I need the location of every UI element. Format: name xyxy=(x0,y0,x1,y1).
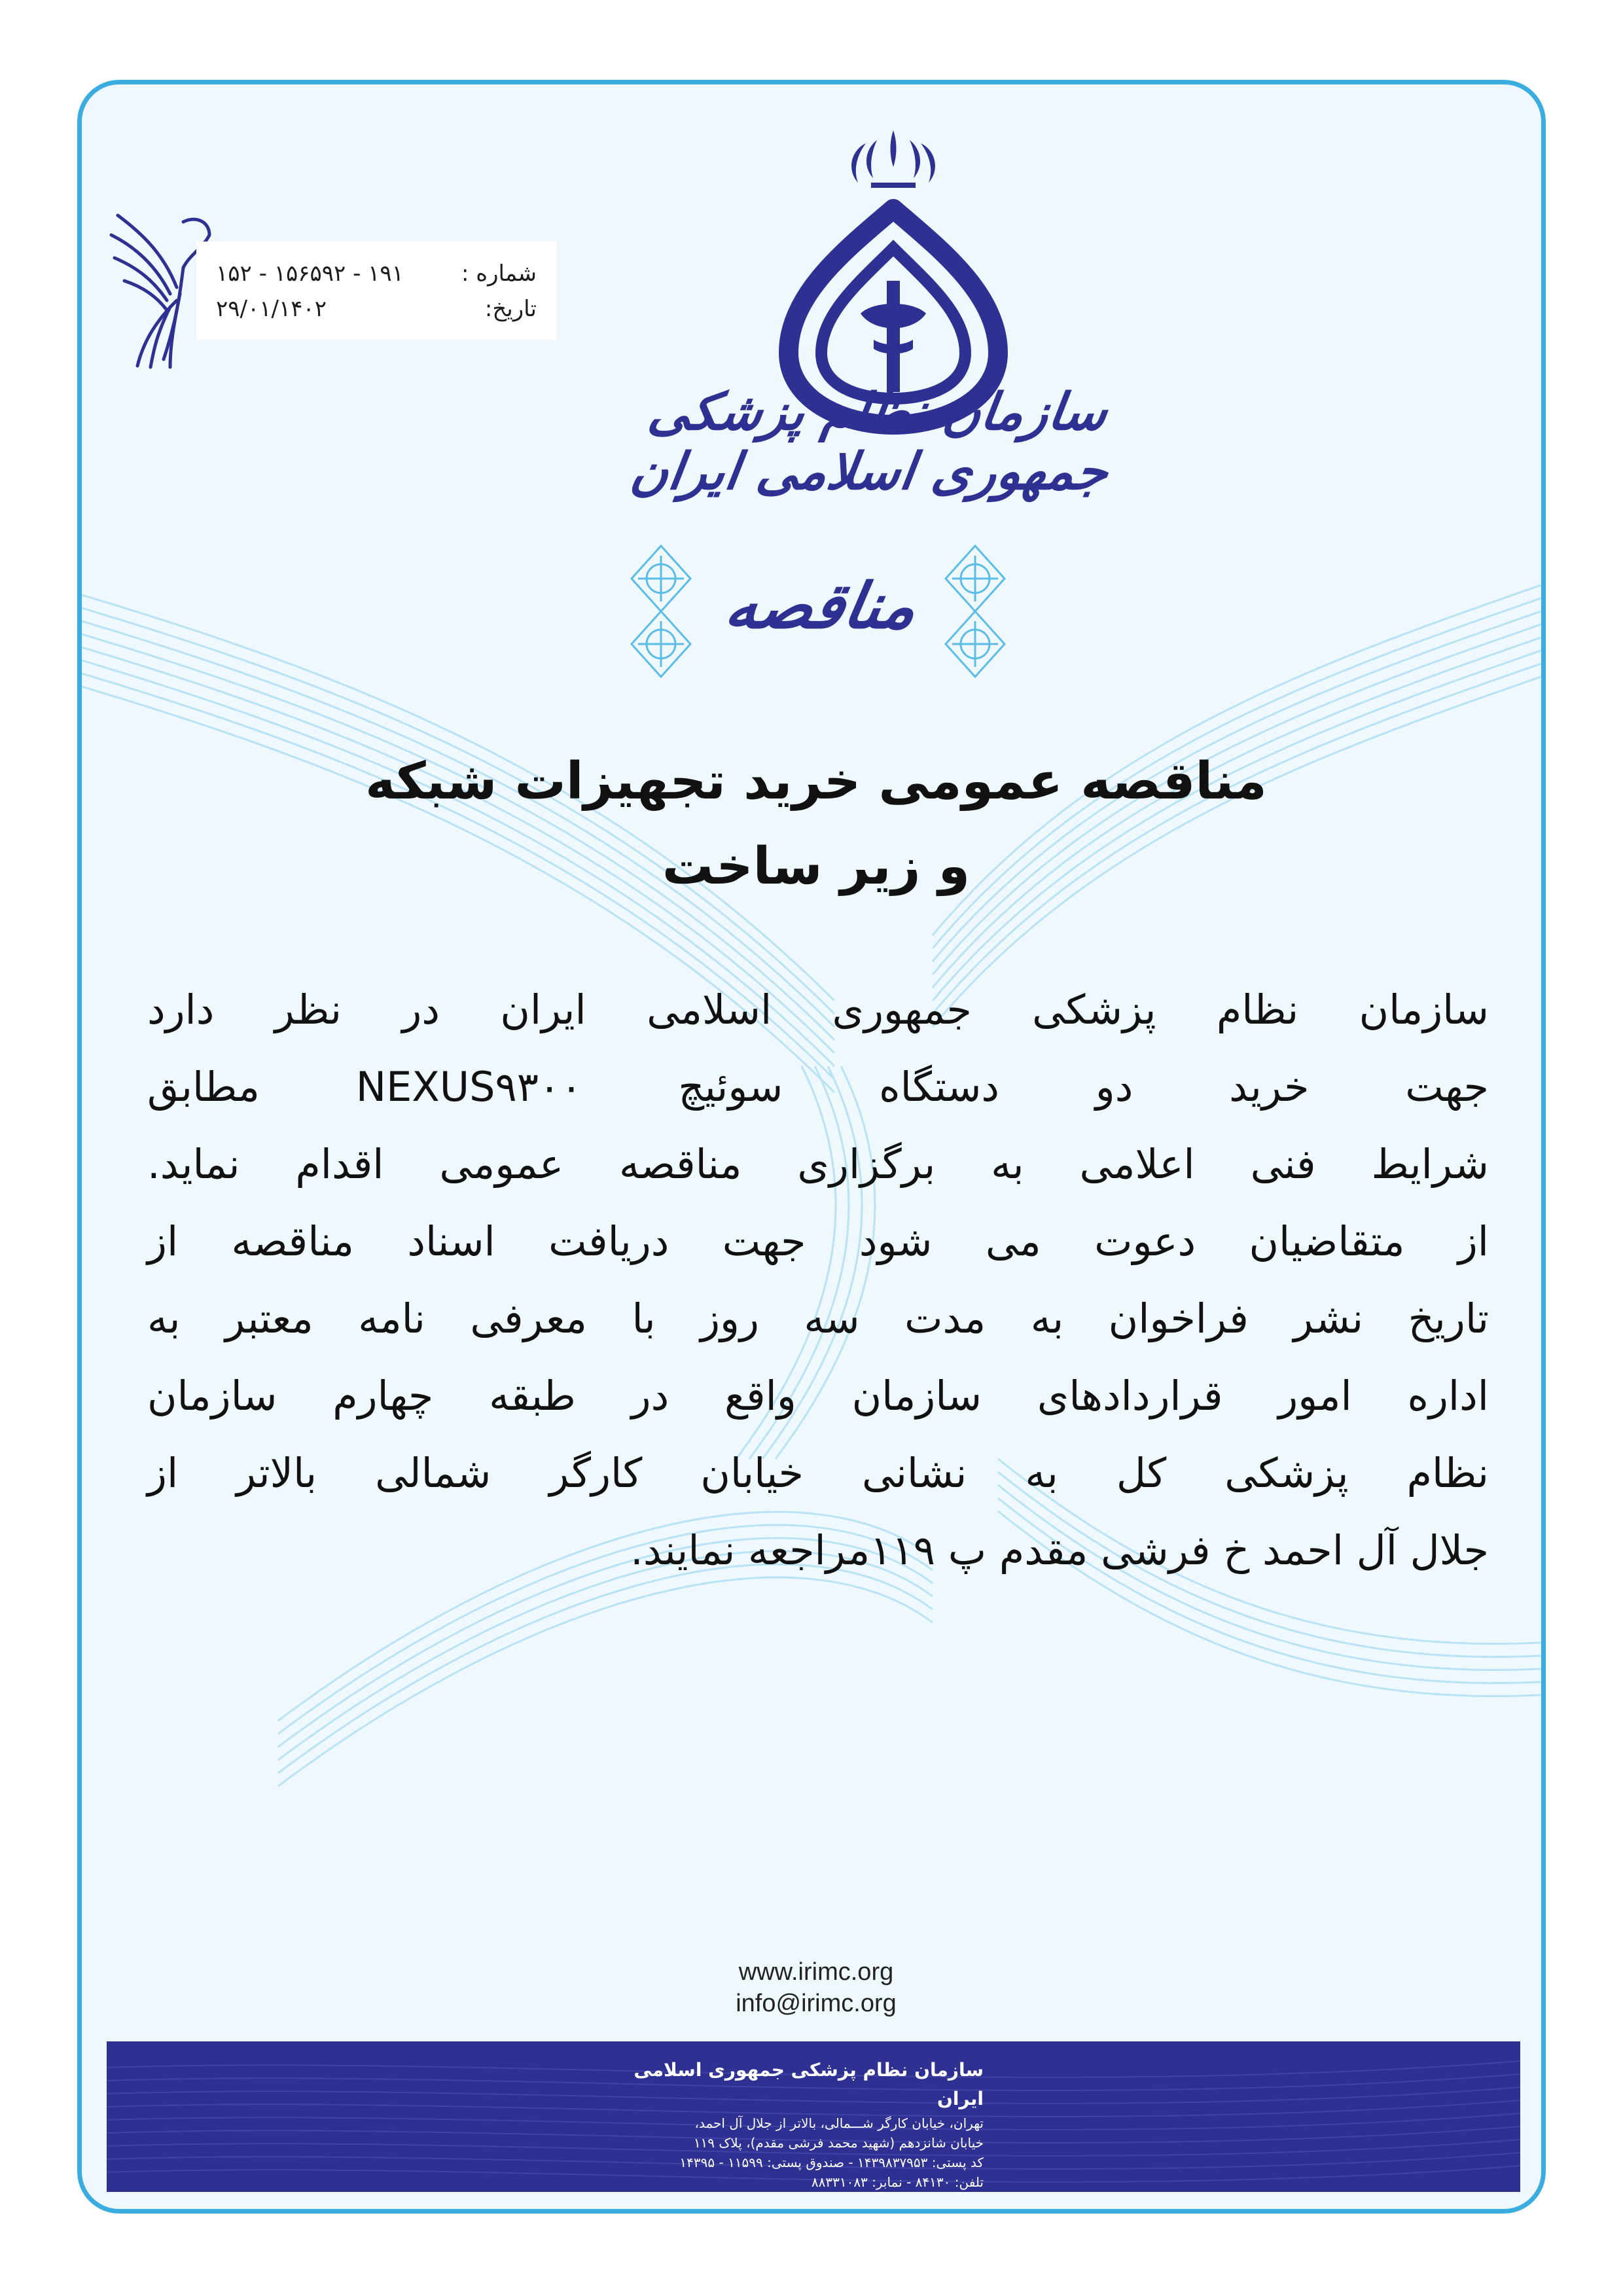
footer-address-block xyxy=(617,2056,984,2192)
body-line: جلال آل احمد خ فرشی مقدم پ ۱۱۹مراجعه نمایند. xyxy=(630,1526,1489,1574)
body-line: اداره امور قراردادهای سازمان واقع در طبقه چهارم سازمان xyxy=(147,1372,1489,1420)
reference-number-row xyxy=(216,256,537,291)
headline-line-1: مناقصه عمومی خرید تجهیزات شبکه xyxy=(365,752,1267,811)
number-label: شماره : xyxy=(461,260,537,287)
website-link[interactable]: www.irimc.org xyxy=(738,1958,894,1986)
body-text xyxy=(147,971,1489,1589)
body-line: تاریخ نشر فراخوان به مدت سه روز با معرفی نامه معتبر به xyxy=(147,1295,1489,1342)
ornament-left-icon xyxy=(625,543,697,680)
footer-phone: تلفن: ۸۴۱۳۰ - نمابر: ۸۸۳۳۱۰۸۳ xyxy=(811,2174,984,2190)
body-line: نظام پزشکی کل به نشانی خیابان کارگر شمالی بالاتر از xyxy=(147,1449,1489,1497)
footer-address-2: خیابان شانزدهم (شهید محمد فرشی مقدم)، پلاک ۱۱۹ xyxy=(693,2135,984,2151)
footer-postal: کد پستی: ۱۴۳۹۸۳۷۹۵۳ - صندوق پستی: ۱۱۵۹۹ - ۱۴۳۹۵ xyxy=(679,2155,984,2170)
email-link[interactable]: info@irimc.org xyxy=(736,1990,897,2017)
date-label: تاریخ: xyxy=(484,296,537,322)
reference-date-row xyxy=(216,291,537,327)
body-line: سازمان نظام پزشکی جمهوری اسلامی ایران در نظر دارد xyxy=(147,986,1489,1033)
headline-line-2: و زیر ساخت xyxy=(662,837,971,896)
reference-box xyxy=(196,242,556,340)
footer-address-1: تهران، خیابان کارگر شـــمالی، بالاتر از جلال آل احمد، xyxy=(694,2115,984,2131)
date-value: ۲۹/۰۱/۱۴۰۲ xyxy=(216,296,327,322)
body-line: از متقاضیان دعوت می شود جهت دریافت اسناد مناقصه از xyxy=(147,1217,1489,1265)
number-value: ۱۹۱ - ۱۵۶۵۹۲ - ۱۵۲ xyxy=(216,260,404,287)
tender-heading: مناقصه xyxy=(719,569,923,643)
footer-title: سازمان نظام پزشکی جمهوری اسلامی ایران xyxy=(633,2059,984,2109)
footer-bar xyxy=(107,2041,1520,2192)
contact-block xyxy=(82,1956,1546,2019)
org-name-logotype: سازمان نظام پزشکی جمهوری اسلامی ایران xyxy=(627,382,1113,501)
body-line: شرایط فنی اعلامی به برگزاری مناقصه عمومی اقدام نماید. xyxy=(147,1140,1489,1188)
ornament-right-icon xyxy=(939,543,1011,680)
headline xyxy=(82,739,1546,909)
document-frame xyxy=(77,80,1546,2214)
body-line: جهت خرید دو دستگاه سوئیچ NEXUS۹۳۰۰ مطابق xyxy=(147,1063,1489,1111)
